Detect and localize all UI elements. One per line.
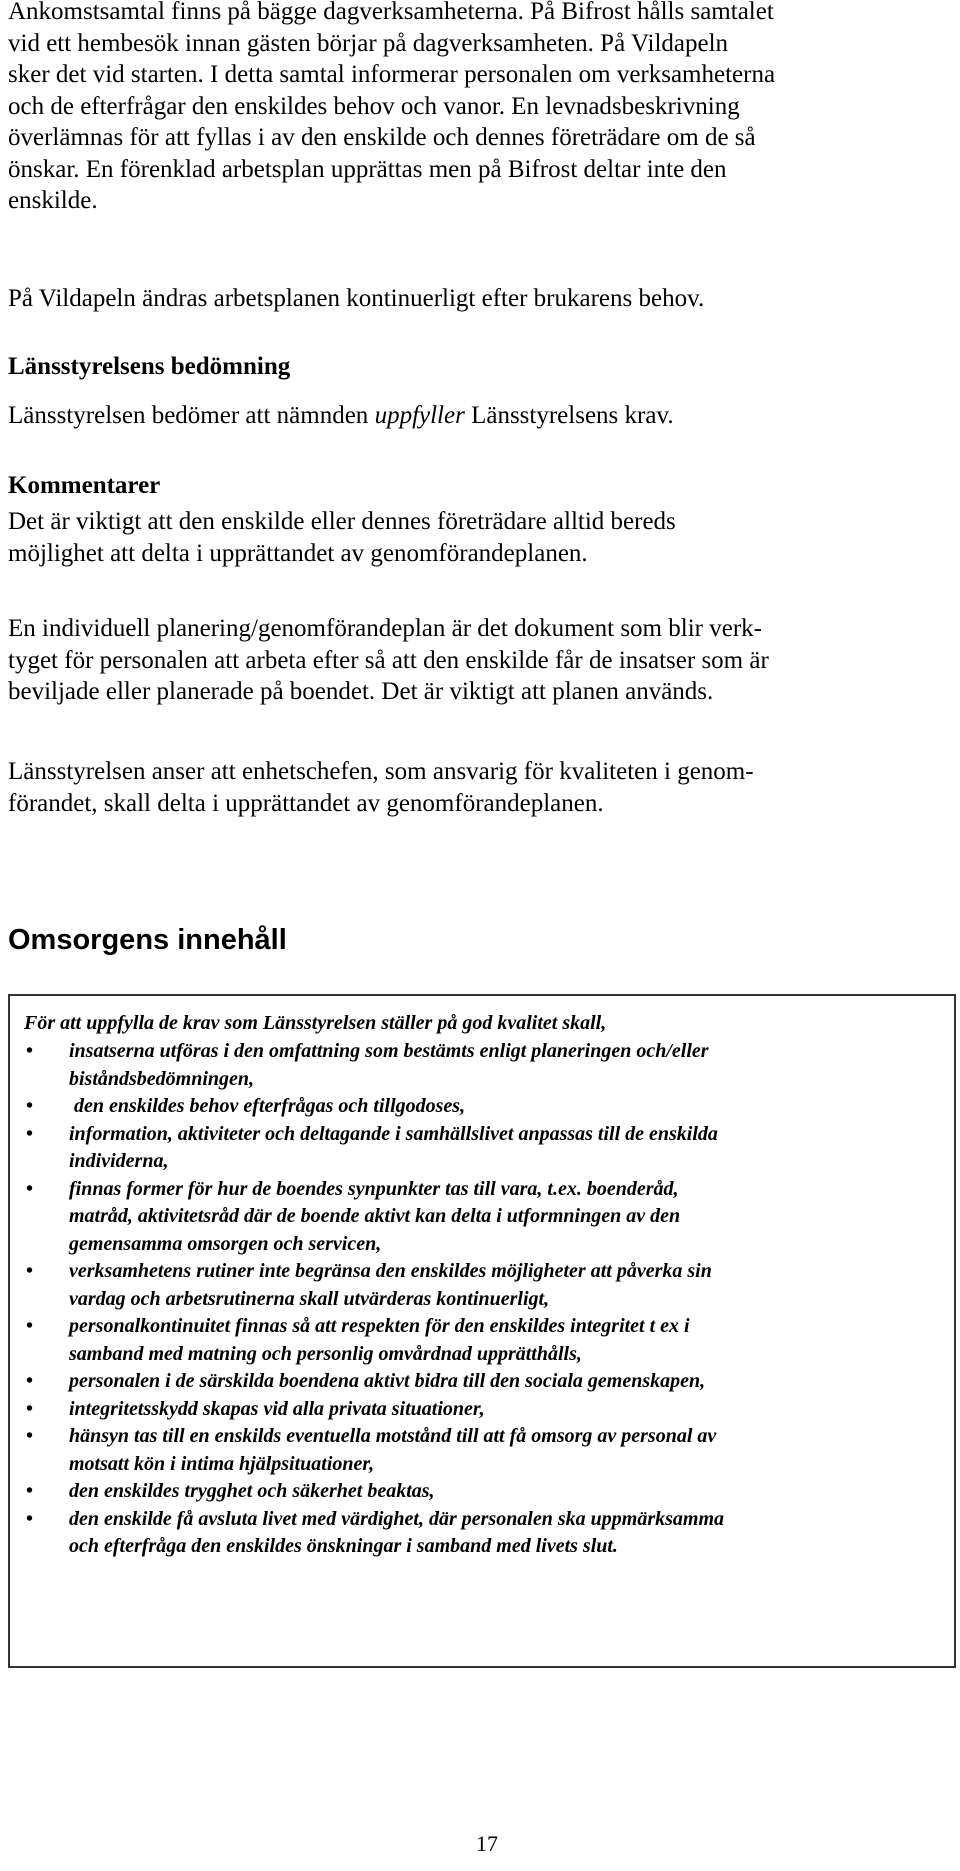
text-line: personalen i de särskilda boendena aktivt bidra till den sociala gemenskapen, [69, 1370, 706, 1392]
list-item [24, 1368, 934, 1396]
text-line: Ankomstsamtal finns på bägge dagverksamheterna. På Bifrost hålls samtalet [8, 0, 774, 25]
comments-heading: Kommentarer [8, 472, 161, 499]
text-line: samband med matning och personlig omvårdnad upprätthålls, [69, 1342, 582, 1365]
bullet-icon: • [26, 1397, 34, 1420]
bullet-icon: • [26, 1177, 34, 1200]
list-item [24, 1176, 934, 1259]
plan-paragraph [8, 613, 952, 708]
list-item [24, 1506, 934, 1561]
assessment-verdict: uppfyller [374, 402, 465, 429]
text-line: En individuell planering/genomförandeplan är det dokument som blir verk- [8, 615, 762, 642]
text-line: överlämnas för att fyllas i av den enskilde och dennes företrädare om de så [8, 124, 756, 151]
text-line: tyget för personalen att arbeta efter så att den enskilde får de insatser som är [8, 646, 769, 674]
text-line: finnas former för hur de boendes synpunkter tas till vara, t.ex. boenderåd, [69, 1177, 679, 1200]
list-item [24, 1258, 934, 1313]
assessment-heading: Länsstyrelsens bedömning [8, 353, 291, 380]
intro-paragraph [8, 0, 952, 217]
text-line: förandet, skall delta i upprättandet av genomförandeplanen. [8, 789, 604, 817]
text-line: beviljade eller planerade på boendet. Det är viktigt att planen används. [8, 678, 714, 705]
text-line: den enskildes behov efterfrågas och tillgodoses, [69, 1095, 466, 1117]
bullet-icon: • [26, 1425, 34, 1447]
text-line: enskilde. [8, 187, 98, 214]
text-line: vid ett hembesök innan gästen börjar på dagverksamheten. På Vildapeln [8, 29, 729, 57]
requirements-list [24, 1038, 934, 1561]
list-item [24, 1038, 934, 1093]
text-line: personalkontinuitet finnas så att respekten för den enskildes integritet t ex i [69, 1315, 690, 1337]
page-number: 17 [476, 1831, 498, 1856]
list-item [24, 1396, 934, 1424]
text-line: Länsstyrelsen anser att enhetschefen, som ansvarig för kvaliteten i genom- [8, 758, 754, 785]
section-heading: Omsorgens innehåll [8, 924, 287, 956]
bullet-icon: • [26, 1480, 34, 1502]
text-line: matråd, aktivitetsråd där de boende aktivt kan delta i utformningen av den [69, 1205, 681, 1227]
bullet-icon: • [26, 1507, 34, 1530]
text-line: den enskildes trygghet och säkerhet beaktas, [69, 1480, 435, 1502]
vildapeln-paragraph: På Vildapeln ändras arbetsplanen kontinuerligt efter brukarens behov. [8, 285, 705, 312]
requirements-intro: För att uppfylla de krav som Länsstyrelsen ställer på god kvalitet skall, [24, 1012, 607, 1034]
bullet-icon: • [26, 1040, 34, 1062]
text-line: Det är viktigt att den enskilde eller dennes företrädare alltid bereds [8, 508, 676, 535]
list-item [24, 1121, 934, 1176]
text-line: information, aktiviteter och deltagande i samhällslivet anpassas till de enskilda [69, 1122, 718, 1145]
text-line: möjlighet att delta i upprättandet av genomförandeplanen. [8, 539, 588, 567]
text-line: och de efterfrågar den enskildes behov och vanor. En levnadsbeskrivning [8, 92, 740, 120]
text-line: integritetsskydd skapas vid alla privata situationer, [69, 1397, 485, 1420]
text-line: gemensamma omsorgen och servicen, [69, 1232, 382, 1255]
text-line: den enskilde få avsluta livet med värdighet, där personalen ska uppmärksamma [69, 1507, 725, 1530]
comments-paragraph [8, 506, 952, 569]
unit-head-paragraph [8, 756, 952, 819]
bullet-icon: • [26, 1370, 34, 1392]
bullet-icon: • [26, 1260, 34, 1282]
list-item [24, 1093, 934, 1121]
text-line: och efterfråga den enskildes önskningar i samband med livets slut. [69, 1535, 618, 1557]
text-line: sker det vid starten. I detta samtal informerar personalen om verksamheterna [8, 61, 776, 88]
assessment-text [8, 400, 674, 432]
text-line: verksamhetens rutiner inte begränsa den enskildes möjligheter att påverka sin [69, 1260, 712, 1282]
text-line: biståndsbedömningen, [69, 1067, 255, 1090]
list-item [24, 1478, 934, 1506]
text-line: individerna, [69, 1150, 169, 1172]
text-line: önskar. En förenklad arbetsplan upprättas men på Bifrost deltar inte den [8, 155, 727, 183]
assessment-text-end: Länsstyrelsens krav. [464, 402, 674, 429]
list-item [24, 1313, 934, 1368]
text-line: motsatt kön i intima hjälpsituationer, [69, 1452, 375, 1475]
requirements-box [8, 994, 956, 1668]
text-line: hänsyn tas till en enskilds eventuella motstånd till att få omsorg av personal av [69, 1425, 717, 1447]
assessment-text-start: Länsstyrelsen bedömer att nämnden [8, 402, 375, 429]
bullet-icon: • [26, 1095, 34, 1117]
text-line: insatserna utföras i den omfattning som bestämts enligt planeringen och/eller [69, 1040, 709, 1062]
list-item [24, 1423, 934, 1478]
text-line: vardag och arbetsrutinerna skall utvärderas kontinuerligt, [69, 1287, 550, 1310]
bullet-icon: • [26, 1315, 34, 1337]
bullet-icon: • [26, 1122, 34, 1145]
